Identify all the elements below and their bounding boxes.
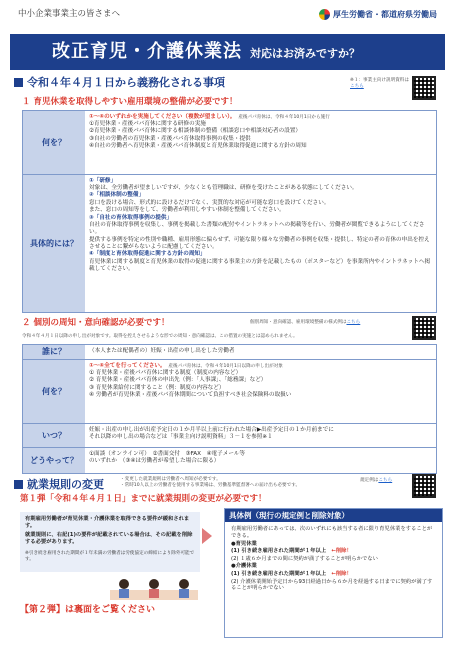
delete-mark: ←削除！ — [331, 548, 352, 555]
table-row — [23, 359, 436, 423]
row-label: 何を？ — [23, 360, 85, 423]
banner-subtitle: 対応はお済みですか？ — [250, 47, 360, 61]
row-label: いつ？ — [23, 424, 85, 447]
example-box — [224, 508, 443, 638]
next-page-link[interactable]: 【第２弾】は裏面をご覧ください — [20, 605, 156, 615]
table-row — [23, 345, 436, 359]
section1-table — [22, 110, 437, 313]
row-content: ①「研修」 対象は、全労働者が望ましいですが、少なくとも管理職は、研修を受けたことがある状態にしてください。 ②「相談体制の整備」 窓口を設ける場合、形式的に設けるだけでなく、実質的な対応が可能な窓口を設けてください。 また、窓口の周知等をして、労働者が利用しやすい体制を整備してください。 ③「自社の育休取得事例の提供」 自社の育休取得事例を収集し、事例を掲載した書類の配付やイントラネットへの掲載等を行い、労働者が閲覧できるようにしてください。 提供する事例を特定の性別や職種、雇用形態に偏らせず、可能な限り様々な労働者の事例を収集・提供し、特定の者の育休の申出を控えさせることに繋がらないように配慮してください。 ④「制度と育休取得促進に関する方針の周知」 育児休業に関する制度と育児休業の取得の促進に関する事業主の方針を記載したもの（ポスターなど）を事業所内やイントラネットへ掲載してください。 — [89, 177, 431, 272]
requirement-box: 有期雇用労働者が育児休業・介護休業を取得できる要件が緩和されます。 就業規則に、右記(1)の要件が記載されている場合は、その記載を削除する必要があります。 ※引き続き雇用された期間が１年未満の労働者は労使協定の締結により除外可能です。 — [20, 512, 200, 572]
section1-subtitle: １ 育児休業を取得しやすい雇用環境の整備が必要です！ — [22, 97, 238, 107]
qr-code-icon[interactable] — [412, 474, 436, 498]
section3-note-link: 規定例はこちら — [360, 478, 393, 483]
delete-mark: ←削除！ — [331, 571, 352, 578]
qr-code-icon[interactable] — [412, 76, 436, 100]
row-label: どうやって？ — [23, 448, 85, 473]
banner-title: 改正育児・介護休業法 — [52, 40, 242, 62]
square-bullet-icon — [14, 78, 23, 87]
square-bullet-icon — [14, 480, 23, 489]
row-content: ①～④のいずれかを実施してください（複数が望ましい）。 産後パパ育休は、令和４年10月1日から施行 ①育児休業・産後パパ育休に関する研修の実施 ②育児休業・産後パパ育休に関する相談体制の整備（相談窓口や相談対応者の設置） ③自社の労働者の育児休業・産後パパ育休取得事例の収集・提供 ④自社の労働者へ育児休業・産後パパ育休制度と育児休業取得促進に関する方針の周知 — [89, 113, 330, 150]
table-row — [23, 111, 436, 174]
section2-intro: 令和４年４月１日以降の申し出が対象です。取得を控えさせるような形での周知・意向確認は、この措置の実施とは認められません。 — [22, 334, 298, 339]
row-content: ①～④全てを行ってください。 産後パパ育休は、令和４年10月1日以降の申し出が対象 ① 育児休業・産後パパ育休に関する制度（制度の内容など） ② 育児休業・産後パパ育休の申出先（例：「人事課」、「総務課」など） ③ 育児休業給付に関すること（例：制度の内容など） ④ 労働者が育児休業・産後パパ育休期間について負担すべき社会保険料の取扱い — [89, 362, 292, 399]
qr-code-icon[interactable] — [412, 316, 436, 340]
people-illustration-icon — [110, 576, 198, 600]
example-box-body: 有期雇用労働者にあっては、次のいずれにも該当する者に限り育児休業をすることができる。 ●育児休業 (1) 引き続き雇用された期間が１年以上 ←削除！ (2) １歳６か月までの間に契約が満了することが明らかでない ●介護休業 (1) 引き続き雇用された期間が１年以上 ←削除！ (2) 介護休業開始予定日から93日経過日から６か月を経過する日までに契約が満了することが明らかでない — [231, 526, 433, 592]
table-row — [23, 447, 436, 473]
ministry-text: 厚生労働省・都道府県労働局 — [333, 9, 437, 19]
example-box-title: 具体例（現行の規定例と削除対象） — [225, 509, 442, 522]
table-row — [23, 423, 436, 447]
row-label: 何を？ — [23, 111, 85, 174]
audience-label: 中小企業事業主の皆さまへ — [18, 9, 121, 19]
row-content: ①面談（オンライン可） ②書面交付 ③FAX ④電子メール等 のいずれか （③④は労働者が希望した場合に限る） — [89, 450, 245, 464]
table-row — [23, 174, 436, 312]
row-content: （本人または配偶者の）妊娠・出産の申し出をした労働者 — [89, 347, 235, 354]
title-banner — [10, 34, 445, 70]
row-label: 誰に？ — [23, 345, 85, 359]
section2-link[interactable]: こちら — [346, 320, 361, 325]
section1-title: 令和４年４月１日から義務化される事項 — [14, 76, 225, 90]
row-label: 具体的には？ — [23, 175, 85, 312]
section1-link[interactable]: こちら — [350, 83, 364, 89]
arrow-right-icon — [202, 528, 212, 544]
top-bar — [0, 0, 455, 34]
section2-table — [22, 344, 437, 474]
row-content: 妊娠・出産の申し出が出産予定日の１か月半以上前に行われた場合▶出産予定日の１か月前までに それ以降の申し出の場合などは「事業主向け説明資料」３－１を参照※１ — [89, 426, 334, 440]
section2-subtitle: ２ 個別の周知・意向確認が必要です！ — [22, 318, 170, 328]
section3-subtitle: 第１弾「令和４年４月１日」までに就業規則の変更が必要です！ — [20, 494, 267, 504]
ministry-logo-icon — [319, 9, 330, 20]
section1-note: ※１：事業主向け説明資料は こちら — [350, 78, 409, 89]
section3-notes: ・変更した就業規則は労働者へ周知が必要です。 ・常時10人以上の労働者を使用する事業場は、労働基準監督署への届け出も必要です。 — [120, 477, 301, 488]
ministry-name — [319, 9, 437, 20]
section3-title: 就業規則の変更 — [14, 478, 104, 492]
section2-note: 個別周知・意向確認、雇用環境整備の様式例はこちら — [250, 320, 361, 325]
